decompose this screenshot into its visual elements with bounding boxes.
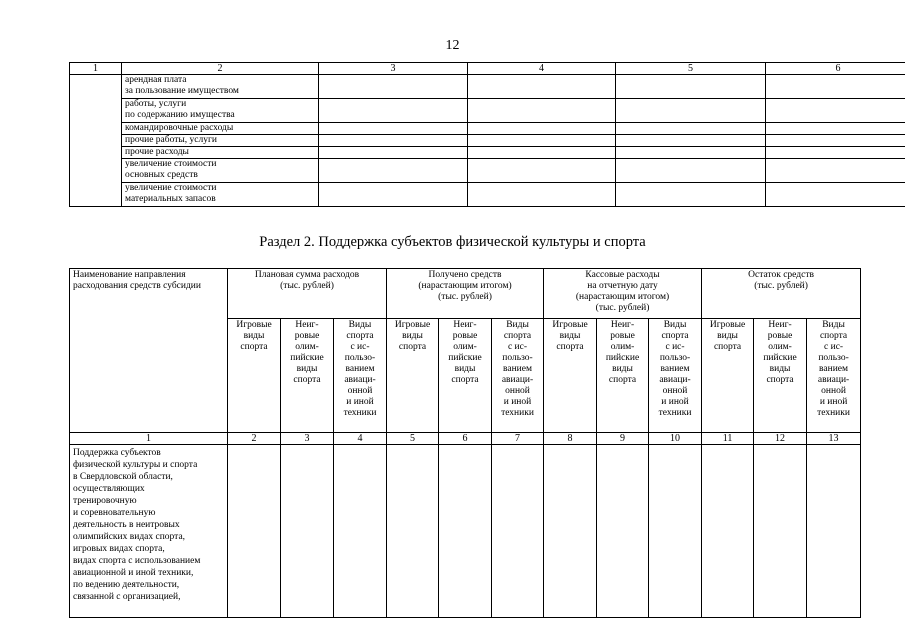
row-label: командировочные расходы — [122, 123, 319, 135]
cell — [616, 135, 766, 147]
cell — [766, 159, 905, 183]
cell — [616, 123, 766, 135]
column-number: 11 — [702, 433, 754, 445]
table-row — [70, 147, 905, 159]
column-number: 4 — [334, 433, 387, 445]
row-label: прочие расходы — [122, 147, 319, 159]
cell — [766, 135, 905, 147]
cell — [319, 75, 468, 99]
cell — [334, 445, 387, 618]
subheader-aviation-sports: Виды спорта с ис- пользо- ванием авиаци- онной и иной техники — [807, 319, 861, 433]
cell — [319, 183, 468, 207]
column-number: 2 — [122, 63, 319, 75]
cell — [492, 445, 544, 618]
subheader-non-game-olympic: Неиг- ровые олим- пийские виды спорта — [754, 319, 807, 433]
column-number: 3 — [319, 63, 468, 75]
subheader-aviation-sports: Виды спорта с ис- пользо- ванием авиаци- онной и иной техники — [649, 319, 702, 433]
subheader-non-game-olympic: Неиг- ровые олим- пийские виды спорта — [439, 319, 492, 433]
column-number: 13 — [807, 433, 861, 445]
cell — [766, 147, 905, 159]
column-number: 4 — [468, 63, 616, 75]
cell — [754, 445, 807, 618]
cell — [228, 445, 281, 618]
group-header-received: Получено средств (нарастающим итогом) (тыс. рублей) — [387, 269, 544, 319]
cell — [616, 159, 766, 183]
group-header-planned: Плановая сумма расходов (тыс. рублей) — [228, 269, 387, 319]
subheader-game-sports: Игровые виды спорта — [544, 319, 597, 433]
subheader-game-sports: Игровые виды спорта — [387, 319, 439, 433]
cell — [616, 147, 766, 159]
direction-header: Наименование направления расходования средств субсидии — [70, 269, 228, 433]
table-row — [70, 183, 905, 207]
column-number: 5 — [387, 433, 439, 445]
cell — [649, 445, 702, 618]
cell — [616, 99, 766, 123]
cell — [616, 183, 766, 207]
column-number: 12 — [754, 433, 807, 445]
cell — [702, 445, 754, 618]
column-number: 10 — [649, 433, 702, 445]
table-header-row — [70, 63, 905, 75]
row-label: увеличение стоимости материальных запасов — [122, 183, 319, 207]
cell — [281, 445, 334, 618]
column-number: 6 — [766, 63, 905, 75]
cell — [766, 99, 905, 123]
subheader-game-sports: Игровые виды спорта — [702, 319, 754, 433]
cell — [468, 159, 616, 183]
column-number: 1 — [70, 433, 228, 445]
group-header-cash-expenses: Кассовые расходы на отчетную дату (нарастающим итогом) (тыс. рублей) — [544, 269, 702, 319]
column-number: 8 — [544, 433, 597, 445]
subheader-game-sports: Игровые виды спорта — [228, 319, 281, 433]
row-label: увеличение стоимости основных средств — [122, 159, 319, 183]
cell — [766, 183, 905, 207]
cell — [319, 159, 468, 183]
table-row — [70, 445, 861, 618]
empty-cell — [70, 75, 122, 207]
row-label: прочие работы, услуги — [122, 135, 319, 147]
cell — [319, 147, 468, 159]
column-number: 6 — [439, 433, 492, 445]
cell — [597, 445, 649, 618]
table-row — [70, 75, 905, 99]
cell — [544, 445, 597, 618]
cell — [468, 99, 616, 123]
column-number: 3 — [281, 433, 334, 445]
row-label: Поддержка субъектов физической культуры и спорта в Свердловской области, осуществляющих тренировочную и соревновательную деятельность в неитровых олимпийских видах спорта, игровых видах спорта, видах спорта с использованием авиационной и иной техники, по ведению деятельности, связанной с организацией, — [70, 445, 228, 618]
table-row — [70, 159, 905, 183]
cell — [319, 99, 468, 123]
column-number: 1 — [70, 63, 122, 75]
cell — [319, 123, 468, 135]
section-title: Раздел 2. Поддержка субъектов физической культуры и спорта — [259, 234, 646, 250]
subheader-non-game-olympic: Неиг- ровые олим- пийские виды спорта — [597, 319, 649, 433]
group-header-balance: Остаток средств (тыс. рублей) — [702, 269, 861, 319]
column-number: 9 — [597, 433, 649, 445]
subheader-non-game-olympic: Неиг- ровые олим- пийские виды спорта — [281, 319, 334, 433]
cell — [468, 183, 616, 207]
cell — [766, 123, 905, 135]
column-number: 5 — [616, 63, 766, 75]
row-label: работы, услуги по содержанию имущества — [122, 99, 319, 123]
cell — [468, 75, 616, 99]
page-number: 12 — [445, 38, 460, 53]
cell — [319, 135, 468, 147]
cell — [616, 75, 766, 99]
column-number: 7 — [492, 433, 544, 445]
cell — [468, 123, 616, 135]
cell — [468, 147, 616, 159]
subheader-aviation-sports: Виды спорта с ис- пользо- ванием авиаци- онной и иной техники — [492, 319, 544, 433]
cell — [468, 135, 616, 147]
cell — [387, 445, 439, 618]
column-number: 2 — [228, 433, 281, 445]
cell — [439, 445, 492, 618]
table-row — [70, 99, 905, 123]
subheader-aviation-sports: Виды спорта с ис- пользо- ванием авиаци- онной и иной техники — [334, 319, 387, 433]
column-number-row — [70, 433, 861, 445]
table-row — [70, 135, 905, 147]
section2-table — [69, 268, 861, 618]
cell — [766, 75, 905, 99]
table-row — [70, 123, 905, 135]
continuation-table — [69, 62, 905, 207]
cell — [807, 445, 861, 618]
row-label: арендная плата за пользование имуществом — [122, 75, 319, 99]
group-header-row — [70, 269, 861, 319]
